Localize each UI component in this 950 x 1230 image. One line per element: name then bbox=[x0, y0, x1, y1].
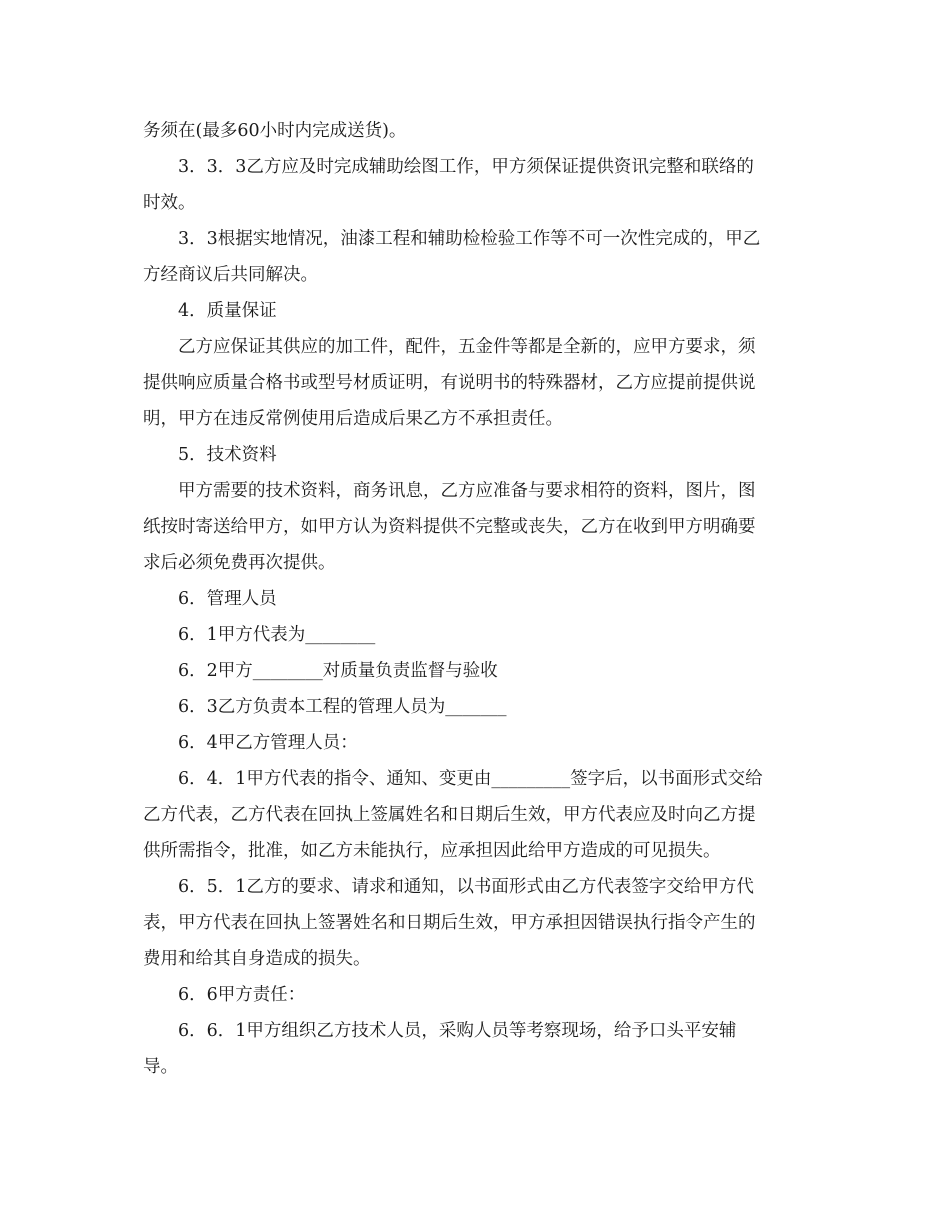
section-heading: 5．技术资料 bbox=[178, 445, 277, 465]
text-line: 乙方应保证其供应的加工件，配件，五金件等都是全新的，应甲方要求，须 bbox=[178, 337, 756, 357]
text-line: 6．3乙方负责本工程的管理人员为_______ bbox=[178, 697, 507, 717]
text-line: 费用和给其自身造成的损失。 bbox=[143, 949, 371, 969]
text-line: 6．4甲乙方管理人员： bbox=[178, 733, 358, 753]
text-line: 方经商议后共同解决。 bbox=[143, 265, 318, 285]
section-heading: 6．管理人员 bbox=[178, 589, 277, 609]
text-line: 供所需指令，批准，如乙方未能执行，应承担因此给甲方造成的可见损失。 bbox=[143, 841, 721, 861]
text-line: 时效。 bbox=[143, 193, 196, 213]
text-line: 6．4．1甲方代表的指令、通知、变更由_________签字后，以书面形式交给 bbox=[178, 769, 763, 789]
text-line: 甲方需要的技术资料，商务讯息，乙方应准备与要求相符的资料，图片，图 bbox=[178, 481, 756, 501]
text-line: 提供响应质量合格书或型号材质证明，有说明书的特殊器材，乙方应提前提供说 bbox=[143, 373, 756, 393]
text-line: 纸按时寄送给甲方，如甲方认为资料提供不完整或丧失，乙方在收到甲方明确要 bbox=[143, 517, 756, 537]
text-line: 乙方代表，乙方代表在回执上签属姓名和日期后生效，甲方代表应及时向乙方提 bbox=[143, 805, 756, 825]
text-line: 6．5．1乙方的要求、请求和通知，以书面形式由乙方代表签字交给甲方代 bbox=[178, 877, 754, 897]
section-heading: 4．质量保证 bbox=[178, 301, 277, 321]
text-line: 导。 bbox=[143, 1057, 178, 1077]
text-line: 3．3根据实地情况，油漆工程和辅助检检验工作等不可一次性完成的，甲乙 bbox=[178, 229, 761, 249]
text-line: 6．6甲方责任： bbox=[178, 985, 306, 1005]
text-line: 务须在(最多60小时内完成送货)。 bbox=[143, 121, 407, 141]
text-line: 3．3．3乙方应及时完成辅助绘图工作，甲方须保证提供资讯完整和联络的 bbox=[178, 157, 754, 177]
text-line: 表，甲方代表在回执上签署姓名和日期后生效，甲方承担因错误执行指令产生的 bbox=[143, 913, 756, 933]
text-line: 6．1甲方代表为________ bbox=[178, 625, 376, 645]
text-line: 明，甲方在违反常例使用后造成后果乙方不承担责任。 bbox=[143, 409, 563, 429]
text-line: 6．2甲方________对质量负责监督与验收 bbox=[178, 661, 498, 681]
document-body bbox=[143, 113, 808, 1085]
text-line: 求后必须免费再次提供。 bbox=[143, 553, 336, 573]
text-line: 6．6．1甲方组织乙方技术人员，采购人员等考察现场，给予口头平安辅 bbox=[178, 1021, 737, 1041]
